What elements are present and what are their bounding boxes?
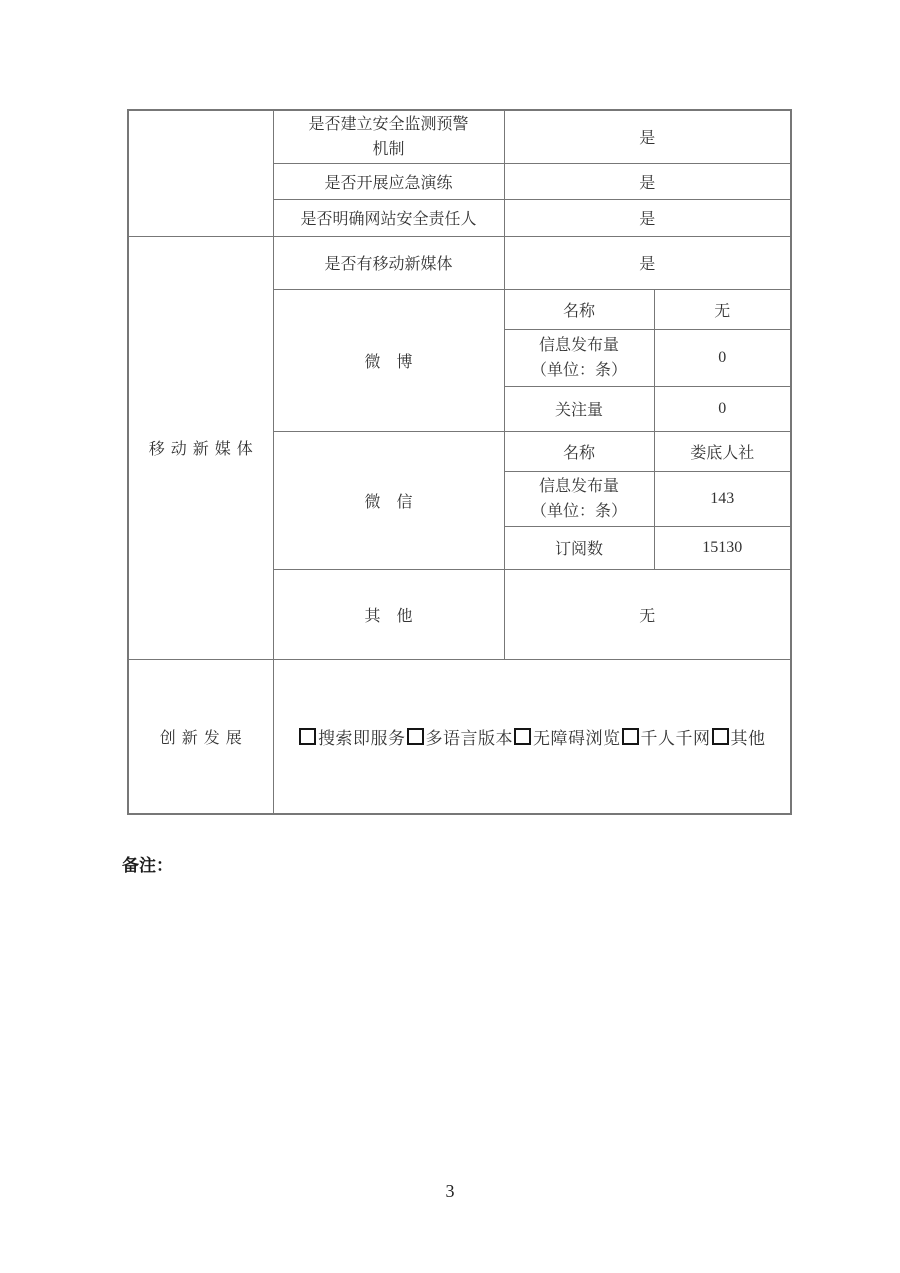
sub-value-wechat-subscribers: 15130 xyxy=(654,526,791,569)
row-value-other-media: 无 xyxy=(504,569,791,659)
innovation-option-label: 其他 xyxy=(730,728,766,748)
category-cell-mobile-media: 移动新媒体 xyxy=(128,236,273,659)
group-cell-weibo: 微 博 xyxy=(273,289,504,431)
checkbox-unchecked-icon xyxy=(299,728,316,745)
sub-label-line: （单位：条） xyxy=(530,361,627,379)
checkbox-unchecked-icon xyxy=(712,728,729,745)
row-label-security-officer: 是否明确网站安全责任人 xyxy=(273,199,504,236)
row-label-emergency-drill: 是否开展应急演练 xyxy=(273,163,504,199)
table-row xyxy=(128,659,791,814)
sub-value-weibo-followers: 0 xyxy=(654,386,791,431)
innovation-option xyxy=(406,729,514,748)
annual-report-table xyxy=(127,109,792,815)
checkbox-unchecked-icon xyxy=(407,728,424,745)
innovation-options-cell xyxy=(273,659,791,814)
sub-label-wechat-name: 名称 xyxy=(504,431,654,471)
table-row xyxy=(128,110,791,163)
innovation-option-label: 千人千网 xyxy=(640,728,711,748)
innovation-option xyxy=(298,729,406,748)
innovation-option xyxy=(711,729,766,748)
row-value: 是 xyxy=(504,236,791,289)
remarks-label: 备注： xyxy=(122,856,173,875)
row-label-line: 是否建立安全监测预警 xyxy=(308,115,469,133)
sub-label-line: 信息发布量 xyxy=(538,336,619,354)
innovation-option xyxy=(513,729,621,748)
row-label-security-monitoring xyxy=(273,110,504,163)
sub-value-weibo-name: 无 xyxy=(654,289,791,329)
row-value: 是 xyxy=(504,199,791,236)
checkbox-unchecked-icon xyxy=(622,728,639,745)
row-value: 是 xyxy=(504,163,791,199)
sub-label-line: （单位：条） xyxy=(530,502,627,520)
sub-label-weibo-followers: 关注量 xyxy=(504,386,654,431)
innovation-option-label: 多语言版本 xyxy=(425,728,513,748)
sub-label-line: 信息发布量 xyxy=(538,477,619,495)
sub-label-wechat-subscribers: 订阅数 xyxy=(504,526,654,569)
category-cell-innovation: 创新发展 xyxy=(128,659,273,814)
innovation-option xyxy=(621,729,711,748)
sub-label-weibo-posts xyxy=(504,329,654,386)
sub-label-wechat-posts xyxy=(504,471,654,526)
innovation-option-label: 搜索即服务 xyxy=(318,728,406,748)
row-label-line: 机制 xyxy=(372,140,405,158)
sub-value-wechat-name: 娄底人社 xyxy=(654,431,791,471)
sub-label-weibo-name: 名称 xyxy=(504,289,654,329)
sub-value-wechat-posts: 143 xyxy=(654,471,791,526)
checkbox-unchecked-icon xyxy=(514,728,531,745)
category-cell-security-continued xyxy=(128,110,273,236)
row-label-has-mobile-media: 是否有移动新媒体 xyxy=(273,236,504,289)
row-label-other-media: 其 他 xyxy=(273,569,504,659)
row-value: 是 xyxy=(504,110,791,163)
table-row xyxy=(128,236,791,289)
sub-value-weibo-posts: 0 xyxy=(654,329,791,386)
page-number: 3 xyxy=(445,1181,455,1201)
group-cell-wechat: 微 信 xyxy=(273,431,504,569)
innovation-option-label: 无障碍浏览 xyxy=(533,728,621,748)
innovation-options xyxy=(274,724,791,749)
